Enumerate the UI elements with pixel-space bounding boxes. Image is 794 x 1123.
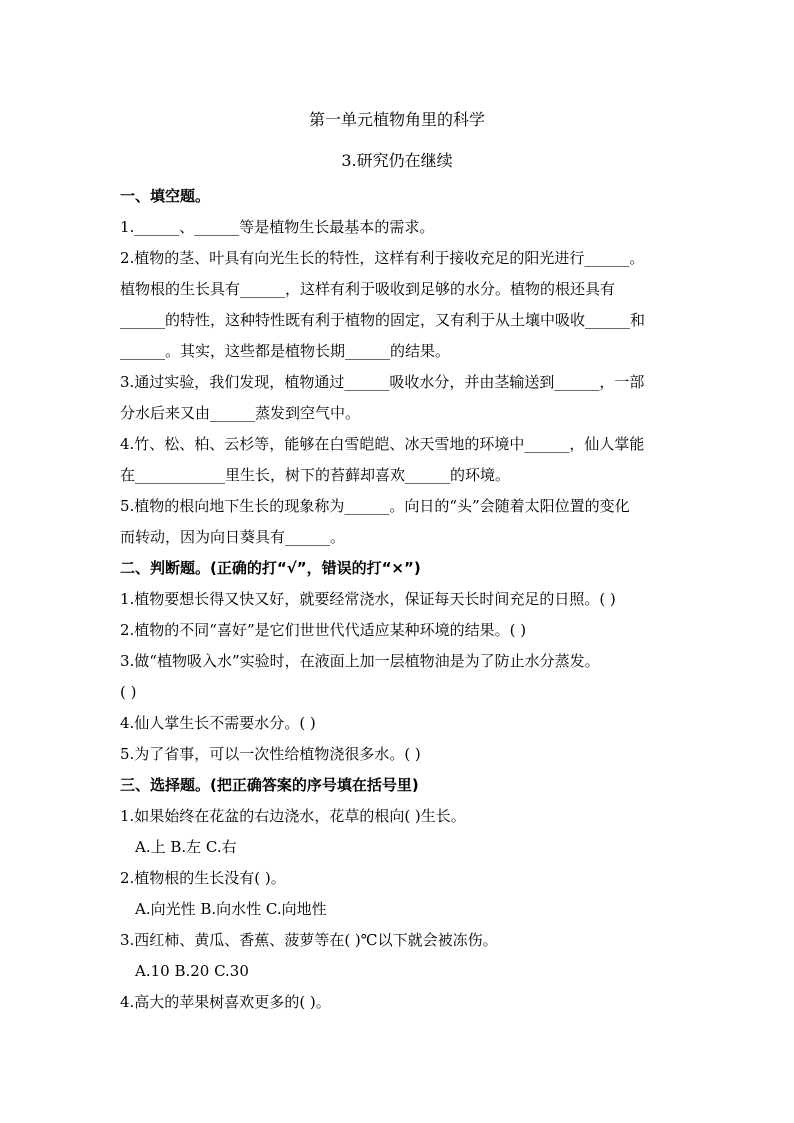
choice-options: A.10 B.20 C.30 bbox=[135, 962, 249, 980]
section-true-false-heading: 二、判断题。(正确的打“√”，错误的打“×”) bbox=[120, 559, 421, 577]
choice-options: A.上 B.左 C.右 bbox=[135, 838, 237, 856]
fill-blank-line: 植物根的生长具有______，这样有利于吸收到足够的水分。植物的根还具有 bbox=[120, 280, 616, 298]
lesson-title: 3.研究仍在继续 bbox=[341, 151, 453, 170]
fill-blank-line: ______。其实，这些都是植物长期______的结果。 bbox=[120, 342, 451, 360]
fill-blank-line: 3.通过实验，我们发现，植物通过______吸收水分，并由茎输送到______，一部 bbox=[120, 373, 645, 391]
choice-question: 4.高大的苹果树喜欢更多的( )。 bbox=[120, 993, 331, 1011]
fill-blank-line: 5.植物的根向地下生长的现象称为______。向日的“头”会随着太阳位置的变化 bbox=[120, 497, 630, 515]
unit-title: 第一单元植物角里的科学 bbox=[308, 110, 485, 129]
true-false-line: 5.为了省事，可以一次性给植物浇很多水。( ) bbox=[120, 745, 421, 763]
true-false-line: 1.植物要想长得又快又好，就要经常浇水，保证每天长时间充足的日照。( ) bbox=[120, 590, 616, 608]
true-false-line: 3.做“植物吸入水”实验时，在液面上加一层植物油是为了防止水分蒸发。 bbox=[120, 652, 600, 670]
section-fill-blank-heading: 一、填空题。 bbox=[120, 187, 211, 205]
choice-question: 1.如果始终在花盆的右边浇水，花草的根向( )生长。 bbox=[120, 807, 466, 825]
choice-question: 3.西红柿、黄瓜、香蕉、菠萝等在( )℃以下就会被冻伤。 bbox=[120, 931, 498, 949]
fill-blank-line: 4.竹、松、柏、云杉等，能够在白雪皑皑、冰天雪地的环境中______，仙人掌能 bbox=[120, 435, 645, 453]
choice-options: A.向光性 B.向水性 C.向地性 bbox=[135, 900, 327, 918]
fill-blank-line: 1.______、______等是植物生长最基本的需求。 bbox=[120, 218, 435, 236]
true-false-line: 2.植物的不同“喜好”是它们世世代代适应某种环境的结果。( ) bbox=[120, 621, 527, 639]
choice-question: 2.植物根的生长没有( )。 bbox=[120, 869, 286, 887]
true-false-line: 4.仙人掌生长不需要水分。( ) bbox=[120, 714, 316, 732]
fill-blank-line: 而转动，因为向日葵具有______。 bbox=[120, 528, 346, 546]
true-false-line: ( ) bbox=[120, 683, 137, 701]
section-choice-heading: 三、选择题。(把正确答案的序号填在括号里) bbox=[120, 776, 419, 794]
fill-blank-line: ______的特性，这种特性既有利于植物的固定，又有利于从土壤中吸收______和 bbox=[120, 311, 646, 329]
fill-blank-line: 2.植物的茎、叶具有向光生长的特性，这样有利于接收充足的阳光进行______。 bbox=[120, 249, 645, 267]
fill-blank-line: 分水后来又由______蒸发到空气中。 bbox=[120, 404, 361, 422]
fill-blank-line: 在____________里生长，树下的苔藓却喜欢______的环境。 bbox=[120, 466, 511, 484]
